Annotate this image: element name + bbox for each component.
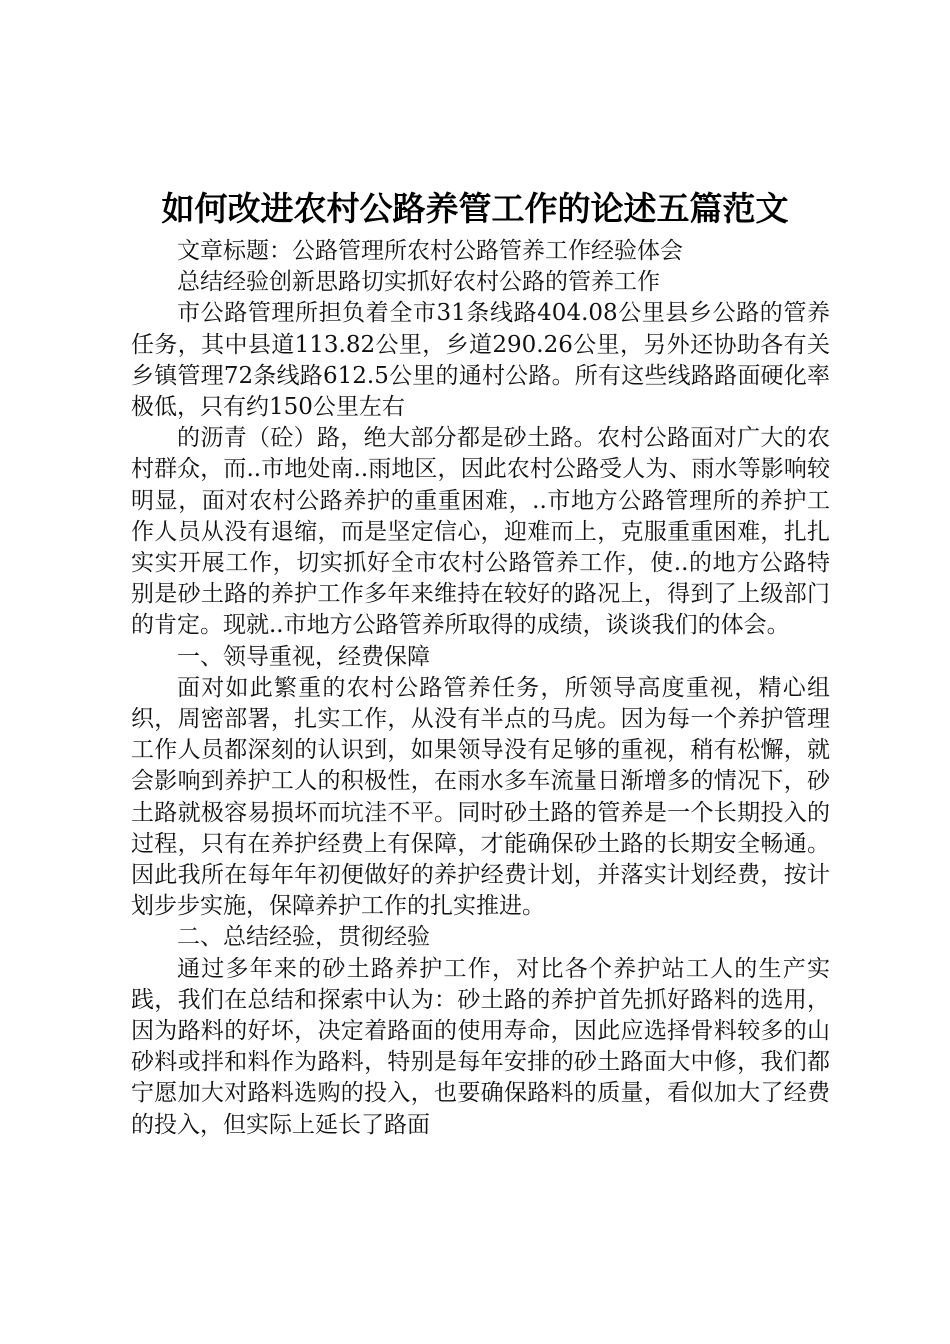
body-paragraph: 通过多年来的砂土路养护工作，对比各个养护站工人的生产实践，我们在总结和探索中认为：砂土路的养护首先抓好路料的选用，因为路料的好坏，决定着路面的使用寿命，因此应选择骨料较多的山砂料或拌和料作为路料，特别是每年安排的砂土路面大中修，我们都宁愿加大对路料选购的投入，也要确保路料的质量，看似加大了经费的投入，但实际上延长了路面 bbox=[131, 955, 830, 1138]
article-subtitle-line: 总结经验创新思路切实抓好农村公路的管养工作 bbox=[177, 269, 660, 296]
body-paragraph: 面对如此繁重的农村公路管养任务，所领导高度重视，精心组织，周密部署，扎实工作，从没有半点的马虎。因为每一个养护管理工作人员都深刻的认识到，如果领导没有足够的重视，稍有松懈，就会影响到养护工人的积极性，在雨水多车流量日渐增多的情况下，砂土路就极容易损坏而坑洼不平。同时砂土路的管养是一个长期投入的过程，只有在养护经费上有保障，才能确保砂土路的长期安全畅通。因此我所在每年年初便做好的养护经费计划，并落实计划经费，按计划步步实施，保障养护工作的扎实推进。 bbox=[131, 674, 830, 920]
section-heading: 二、总结经验，贯彻经验 bbox=[177, 924, 430, 951]
body-paragraph: 市公路管理所担负着全市31条线路404.08公里县乡公路的管养任务，其中县道113.82公里，乡道290.26公里，另外还协助各有关乡镇管理72条线路612.5公里的通村公路。所有这些线路路面硬化率极低，只有约150公里左右 bbox=[131, 300, 830, 421]
body-paragraph: 的沥青（砼）路，绝大部分都是砂土路。农村公路面对广大的农村群众，而..市地处南..雨地区，因此农村公路受人为、雨水等影响较明显，面对农村公路养护的重重困难，..市地方公路管理所的养护工作人员从没有退缩，而是坚定信心，迎难而上，克服重重困难，扎扎实实开展工作，切实抓好全市农村公路管养工作，使..的地方公路特别是砂土路的养护工作多年来维持在较好的路况上，得到了上级部门的肯定。现就..市地方公路管养所取得的成绩，谈谈我们的体会。 bbox=[131, 425, 830, 639]
document-body bbox=[131, 236, 830, 1141]
section-heading: 一、领导重视，经费保障 bbox=[177, 643, 430, 670]
document-title: 如何改进农村公路养管工作的论述五篇范文 bbox=[161, 189, 789, 228]
article-heading-line: 文章标题：公路管理所农村公路管养工作经验体会 bbox=[177, 238, 683, 264]
